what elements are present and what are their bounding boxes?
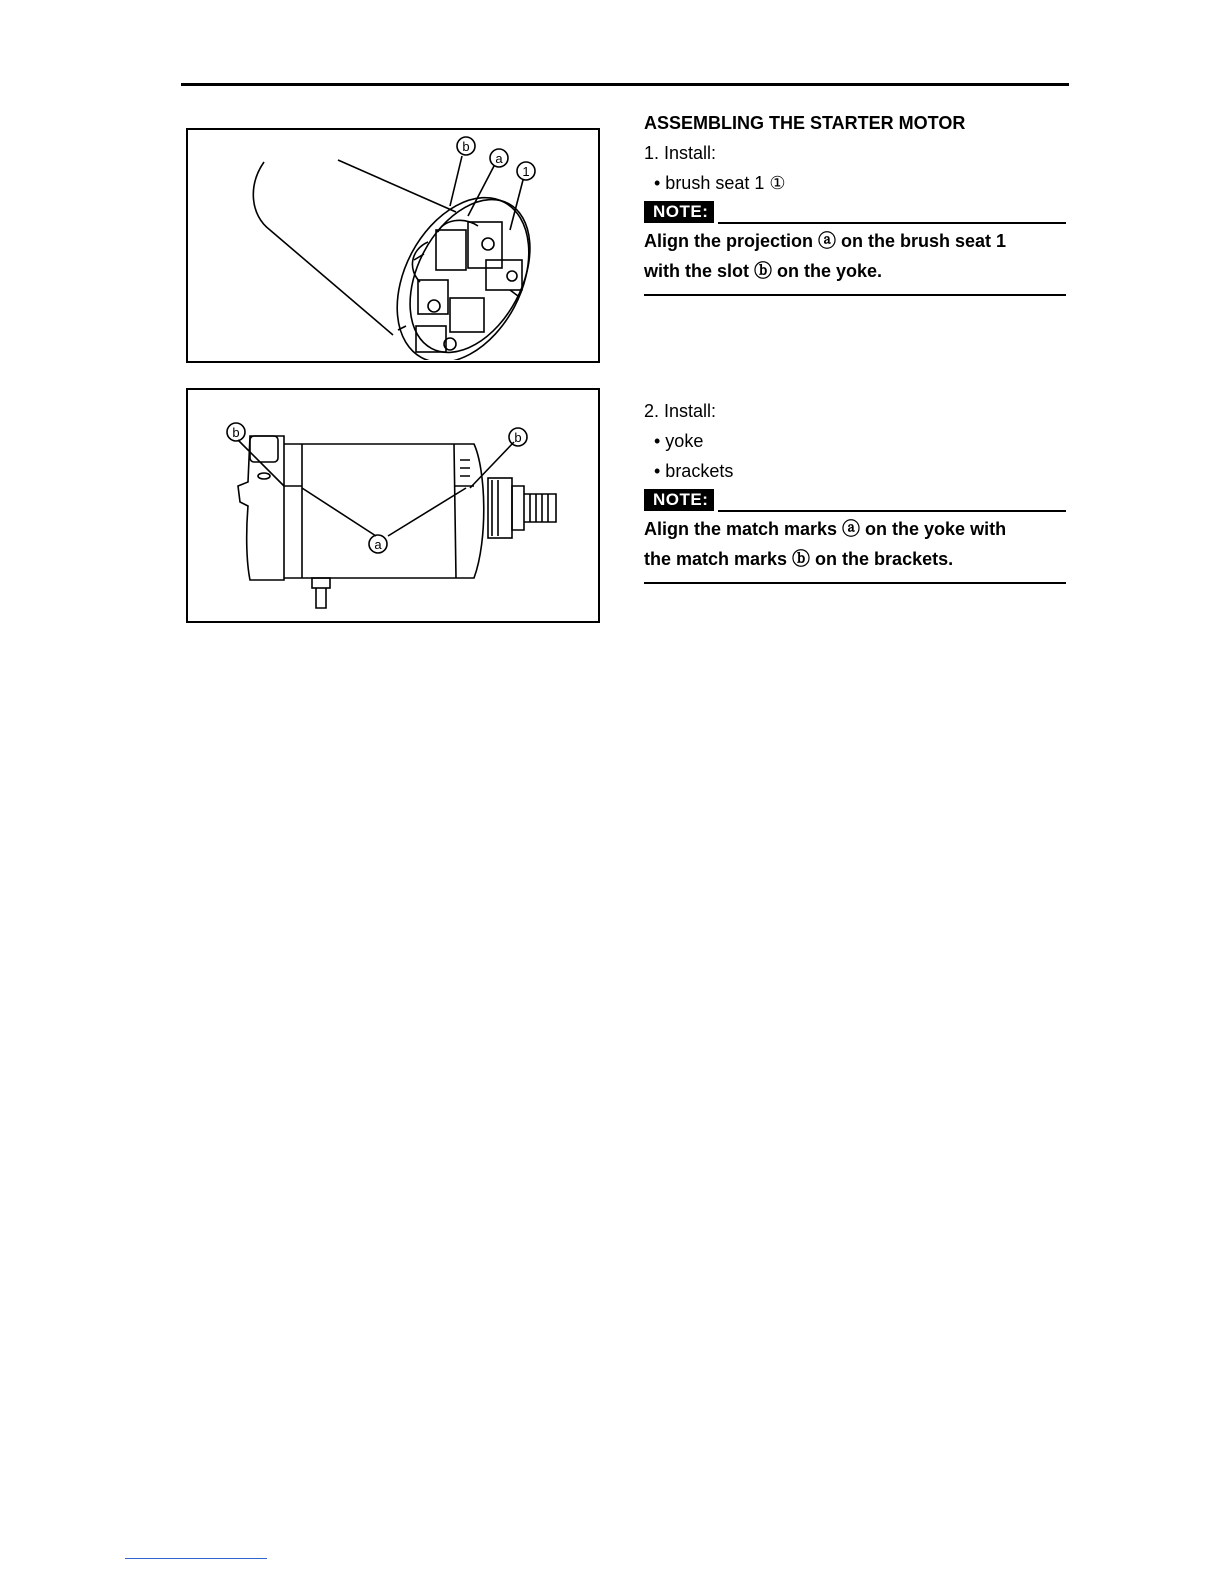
callout-1-fig1: 1 (522, 164, 530, 179)
note-header-1 (644, 200, 1066, 226)
callout-b-fig1: b (462, 139, 470, 154)
section-1 (644, 111, 1066, 296)
step-2-bullet-yoke: • yoke (654, 431, 704, 451)
section-2 (644, 396, 1066, 584)
header-rule (181, 83, 1069, 86)
step-1-bullet: • brush seat 1 ① (654, 173, 786, 193)
figure-yoke-brackets (186, 388, 600, 623)
note-header-2 (644, 488, 1066, 514)
callout-a-fig1: a (495, 151, 503, 166)
note-1-line-1: Align the projection ⓐ on the brush seat 1 (644, 231, 1007, 251)
step-2-label: 2. Install: (644, 401, 717, 421)
brush-seat-illustration (188, 130, 597, 360)
note-label-1: NOTE: (644, 201, 714, 223)
step-2-bullet-brackets: • brackets (654, 461, 734, 481)
footer-rule (125, 1558, 267, 1559)
note-rule-2 (718, 510, 1066, 512)
note-end-rule-1 (644, 294, 1066, 296)
note-body-2 (644, 514, 1066, 574)
callout-a-fig2: a (374, 537, 382, 552)
yoke-brackets-illustration (188, 390, 597, 620)
section-heading: ASSEMBLING THE STARTER MOTOR (644, 113, 966, 133)
note-rule-1 (718, 222, 1066, 224)
callout-b-left-fig2: b (232, 425, 240, 440)
note-body-1 (644, 226, 1066, 286)
note-2-line-1: Align the match marks ⓐ on the yoke with (644, 519, 1007, 539)
note-1-line-2: with the slot ⓑ on the yoke. (644, 261, 883, 281)
note-2-line-2: the match marks ⓑ on the brackets. (644, 549, 954, 569)
note-end-rule-2 (644, 582, 1066, 584)
callout-b-right-fig2: b (514, 430, 522, 445)
figure-brush-seat (186, 128, 600, 363)
note-label-2: NOTE: (644, 489, 714, 511)
step-1-label: 1. Install: (644, 143, 717, 163)
